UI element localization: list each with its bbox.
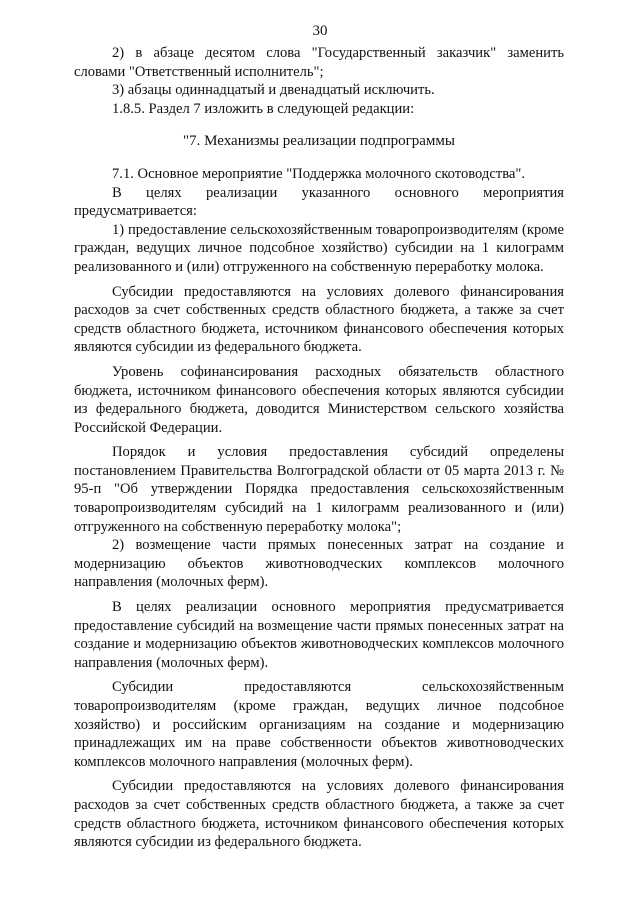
paragraph-procedure: Порядок и условия предоставления субсидий определены постановлением Правительства Волгоградской области от 05 марта 2013 г. № 95-п "Об утверждении Порядка предоставления сельскохозяйственным товаропроизводителям субсидий на 1 килограмм реализованного и (или) отгруженного на собственную переработку молока"; — [74, 444, 564, 535]
paragraph-purpose: В целях реализации указанного основного мероприятия предусматривается: — [74, 184, 564, 220]
paragraph-item-1: 1) предоставление сельскохозяйственным товаропроизводителям (кроме граждан, ведущих личное подсобное хозяйство) субсидии на 1 килограмм реализованного и (или) отгруженного на собственную переработку молока. — [74, 221, 564, 275]
document-body — [74, 44, 564, 852]
paragraph-section-7-intro: 1.8.5. Раздел 7 изложить в следующей редакции: — [112, 100, 415, 117]
section-heading: "7. Механизмы реализации подпрограммы — [183, 133, 455, 150]
paragraph-cofinancing: Субсидии предоставляются на условиях долевого финансирования расходов за счет собственных средств областного бюджета, а также за счет средств областного бюджета, источником финансового обеспечения которых являются субсидии из федерального бюджета. — [74, 283, 564, 356]
paragraph-subsidy-conditions: Субсидии предоставляются на условиях долевого финансирования расходов за счет собственных средств областного бюджета, а также за счет средств областного бюджета, источником финансового обеспечения которых являются субсидии из федерального бюджета. — [74, 778, 564, 851]
paragraph-amend-abzac-10: 2) в абзаце десятом слова "Государственный заказчик" заменить словами "Ответственный исполнитель"; — [74, 45, 564, 80]
paragraph-exclude-abzacs: 3) абзацы одиннадцатый и двенадцатый исключить. — [112, 82, 435, 99]
page-number: 30 — [312, 23, 328, 39]
paragraph-subsidy-recipients: Субсидии предоставляются сельскохозяйственным товаропроизводителям (кроме граждан, ведущих личное подсобное хозяйство) и российским организациям на создание и модернизацию принадлежащих им на праве собственности объектов животноводческих комплексов молочного направления (молочных ферм). — [74, 679, 564, 770]
paragraph-subsidy-purpose: В целях реализации основного мероприятия предусматривается предоставление субсидий на возмещение части прямых понесенных затрат на создание и модернизацию объектов животноводческих комплексов молочного направления (молочных ферм). — [74, 599, 564, 671]
paragraph-7-1: 7.1. Основное мероприятие "Поддержка молочного скотоводства". — [112, 165, 525, 182]
paragraph-item-2: 2) возмещение части прямых понесенных затрат на создание и модернизацию объектов животноводческих комплексов молочного направления (молочных ферм). — [74, 537, 564, 591]
paragraph-cofinancing-level: Уровень софинансирования расходных обязательств областного бюджета, источником финансового обеспечения которых являются субсидии из федерального бюджета, доводится Министерством сельского хозяйства Российской Федерации. — [74, 363, 564, 436]
